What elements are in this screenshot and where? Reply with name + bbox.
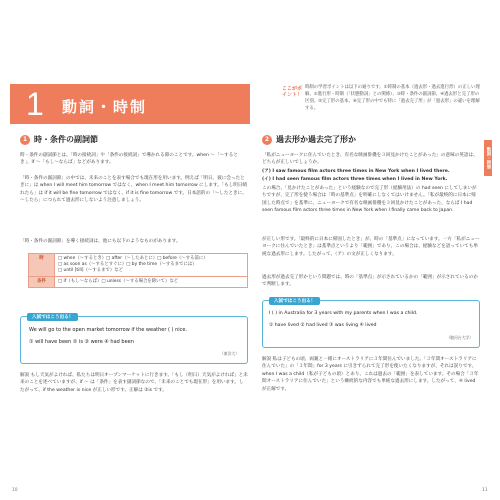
section-number: 1 xyxy=(20,135,30,145)
quiz-question: We will go to the open market tomorrow if the weather ( ) nice. xyxy=(29,327,188,333)
section-title: 過去形か過去完了形か xyxy=(276,135,356,144)
table-cell xyxy=(55,277,248,288)
table-item: □ as soon as（～するとすぐに）□ by the time（～するまでには） xyxy=(58,262,197,267)
section-1-head xyxy=(20,134,98,145)
quiz-source: （駿河台大学） xyxy=(446,335,473,340)
table-head-condition: 条件 xyxy=(29,277,55,288)
left-paragraph-1: 時・条件の副詞節とは、「時の接続詞」や「条件の接続詞」で導かれる節のことです。when ～「～するとき」、if ～「もし～ならば」などがあります。 xyxy=(20,153,238,166)
sidebar-chapter-tab: 動詞・時制 xyxy=(484,140,492,176)
table-cell xyxy=(55,254,248,277)
option-b: (イ) I had seen famous film actors three times when I lived in New York. xyxy=(262,177,448,182)
page-number-right: 11 xyxy=(482,488,488,493)
chapter-title: 動詞・時制 xyxy=(62,98,148,116)
quiz-question: I ( ) in Australia for 3 years with my parents when I was a child. xyxy=(269,311,418,316)
section-2-head xyxy=(262,134,356,145)
quiz-source: （東洋大） xyxy=(220,351,239,356)
section-number: 2 xyxy=(262,135,272,145)
table-item: □ when（～するとき）□ after（～したあとに）□ before（～する前に） xyxy=(58,256,208,261)
left-paragraph-2: 「時・条件の副詞節」の中では、未来のことを表す場合でも現在形を用います。例えば「明日、彼に会ったときに」は when I will meet him tomorrow ではなく、when I meet him tomorrow にします。「もし明日晴れたら」は if it will be fine tomorrow ではなく、if it is fine tomorrow です。日本語的の「～したときに、～したら」につられて過去形にしないよう注意しましょう。 xyxy=(20,176,248,204)
table-row xyxy=(29,277,248,288)
conjunction-table xyxy=(28,253,248,288)
page-number-left: 10 xyxy=(12,488,18,493)
left-answer: 解説 もし天気がよければ、私たちは明日オープンマーケットに行きます。「もし（明日）天気がよければ」と未来のことを述べていますが、if ～ は「条件」を表す副詞節なので、「未来のことでも現在形」を用います。したがって、if the weather is nice が正しい形です。正解は ②is です。 xyxy=(20,373,248,393)
table-row xyxy=(29,254,248,277)
table-head-time: 時 xyxy=(29,254,55,277)
right-paragraph-3: が正しい形です。「最終的に日本に帰国したとき」が、時の「基準点」になっています。一方「私がニューヨークに住んでいたとき」は基準点というより「範囲」であり、この場合は、経験などを語っていても単純な過去形にします。したがって、（ア）の文が正しくなります。 xyxy=(262,237,480,257)
right-paragraph-1: 「私がニューヨークに住んでいたとき、有名な映画俳優を３回見かけたことがあった」の意味の英語は、どちらが正しいでしょうか。 xyxy=(262,153,478,166)
table-item: □ until [till]（～するまで）など xyxy=(58,268,123,273)
point-text: 時制の学習ポイントは以下の通りです。①時制の基本（過去形・過去進行形）の正しい理解、②進行形・時制（「状態動詞」との関係）、③時・条件の副詞節、④過去形と完了形の区別、⑤完了形の基本、⑥完了形の中でも特に「過去完了形」が「過去形」の違いを理解する。 xyxy=(305,85,480,111)
chapter-band xyxy=(10,84,250,124)
left-paragraph-3: 「時・条件の副詞節」を導く接続詞は、他にも以下のようなものがあります。 xyxy=(20,239,181,244)
right-quiz-box xyxy=(262,300,480,348)
section-title: 時・条件の副詞節 xyxy=(34,135,98,144)
left-quiz-box xyxy=(20,316,248,364)
right-paragraph-2: この場合、「見かけたことがあった」という経験なので完了形（経験用法）の had seen にしてしまいがちですが、完了形を使う場合は「時の基準点」を明確にしなくてはいけません。「私が最終的に日本に帰国した時点で」を基準に、ニューヨークで有名な映画俳優を３回見かけたことがあった、ならば I had seen famous film actors three times in New York when I finally came back to Japan. xyxy=(262,186,477,214)
chapter-number: 1 xyxy=(26,86,44,122)
right-paragraph-4: 過去形が過去完了形かという問題では、時の「基準点」が示されているかの「範囲」が示されているのかで判断します。 xyxy=(262,275,478,288)
quiz-choices: ① will have been ② is ③ were ④ had been xyxy=(29,339,134,345)
option-a: (ア) I saw famous film actors three times in New York when I lived there. xyxy=(262,169,450,174)
table-item: □ if（もし～ならば）□ unless（～する場合を除いて）など xyxy=(58,279,179,284)
quiz-tab: 入試ではこう出る！ xyxy=(269,297,320,305)
quiz-choices: ① have lived ② had lived ③ was living ④ lived xyxy=(269,323,377,328)
right-answer: 解説 私は子どもの頃、両親と一緒にオーストラリアに３年間住んでいました。「３年間オーストラリアに住んでいた」の「３年間」for 3 years に引きずられて完了形を使いたくなりますが、それは誤りです。when I was a child（私が子どもの頃）とあり、これは過去の「範囲」を表しています。その場合「３年間オーストラリアに住んでいた」という継続的な内容でも単純な過去形にします。したがって、④ lived が正解です。 xyxy=(262,357,479,392)
point-label: ここがポイント！ xyxy=(282,86,303,98)
quiz-tab: 入試ではこう出る！ xyxy=(27,313,78,321)
